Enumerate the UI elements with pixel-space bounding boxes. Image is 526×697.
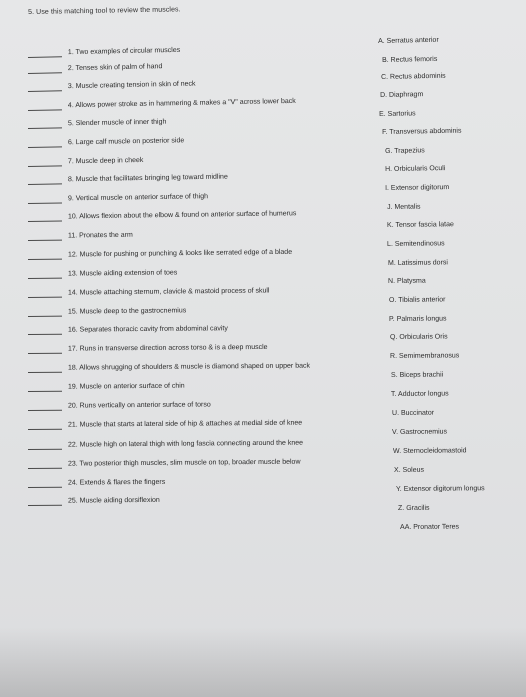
answer-option: S. Biceps brachii (391, 371, 444, 379)
answer-option: J. Mentalis (387, 203, 421, 211)
question-text: 1. Two examples of circular muscles (67, 46, 181, 57)
question-text: 17. Runs in transverse direction across torso & is a deep muscle (67, 343, 268, 353)
answer-option: N. Platysma (388, 277, 426, 285)
question-text: 2. Tenses skin of palm of hand (67, 63, 163, 73)
question-text: 23. Two posterior thigh muscles, slim muscle on top, broader muscle below (67, 458, 301, 468)
question-text: 20. Runs vertically on anterior surface of torso (67, 401, 211, 410)
answer-option: B. Rectus femoris (382, 55, 438, 64)
answer-option: F. Transversus abdominis (382, 127, 462, 136)
answer-option: E. Sartorius (379, 110, 416, 118)
worksheet-title: 5. Use this matching tool to review the muscles. (28, 6, 181, 16)
answer-option: L. Semitendinosus (387, 240, 445, 248)
question-text: 11. Pronates the arm (67, 231, 133, 240)
question-text: 25. Muscle aiding dorsiflexion (67, 496, 160, 505)
answer-option: Y. Extensor digitorum longus (396, 485, 485, 493)
answer-option: C. Rectus abdominis (381, 72, 446, 81)
answer-option: R. Semimembranosus (390, 352, 460, 360)
question-text: 4. Allows power stroke as in hammering & makes a "V" across lower back (67, 97, 296, 110)
question-text: 18. Allows shrugging of shoulders & muscle is diamond shaped on upper back (67, 362, 311, 372)
answer-option: W. Sternocleidomastoid (393, 447, 467, 455)
question-text: 16. Separates thoracic cavity from abdominal cavity (67, 325, 228, 334)
answer-option: H. Orbicularis Oculi (385, 165, 446, 173)
answer-option: T. Adductor longus (391, 390, 449, 398)
question-text: 6. Large calf muscle on posterior side (67, 137, 185, 147)
question-text: 8. Muscle that facilitates bringing leg toward midline (67, 173, 228, 184)
answer-option: I. Extensor digitorum (385, 184, 450, 192)
answer-option: D. Diaphragm (380, 91, 424, 99)
answer-option: U. Buccinator (392, 409, 435, 417)
answer-option: G. Trapezius (385, 147, 425, 155)
question-text: 14. Muscle attaching sternum, clavicle & mastoid process of skull (67, 287, 270, 297)
answer-option: A. Serratus anterior (378, 36, 439, 45)
question-text: 9. Vertical muscle on anterior surface of thigh (67, 193, 209, 203)
question-text: 12. Muscle for pushing or punching & looks like serrated edge of a blade (67, 248, 293, 259)
answer-option: O. Tibialis anterior (389, 296, 446, 304)
question-text: 19. Muscle on anterior surface of chin (67, 382, 185, 391)
question-text: 7. Muscle deep in cheek (67, 156, 144, 166)
answer-option: V. Gastrocnemius (392, 428, 448, 436)
question-text: 24. Extends & flares the fingers (67, 478, 166, 487)
question-text: 10. Allows flexion about the elbow & found on anterior surface of humerus (67, 210, 297, 221)
question-text: 5. Slender muscle of inner thigh (67, 118, 167, 128)
question-text: 3. Muscle creating tension in skin of neck (67, 80, 196, 91)
answer-option: Z. Gracilis (398, 504, 430, 512)
question-text: 15. Muscle deep to the gastrocnemius (67, 307, 187, 316)
answer-option: Q. Orbicularis Oris (390, 333, 448, 341)
answer-option: M. Latissimus dorsi (388, 259, 448, 267)
answer-option: X. Soleus (394, 466, 425, 474)
question-text: 21. Muscle that starts at lateral side of hip & attaches at medial side of knee (67, 419, 303, 429)
question-text: 13. Muscle aiding extension of toes (67, 269, 178, 278)
answer-option: AA. Pronator Teres (400, 523, 460, 531)
question-text: 22. Muscle high on lateral thigh with long fascia connecting around the knee (67, 439, 304, 449)
answer-option: K. Tensor fascia latae (387, 221, 454, 229)
answer-option: P. Palmaris longus (389, 315, 447, 323)
